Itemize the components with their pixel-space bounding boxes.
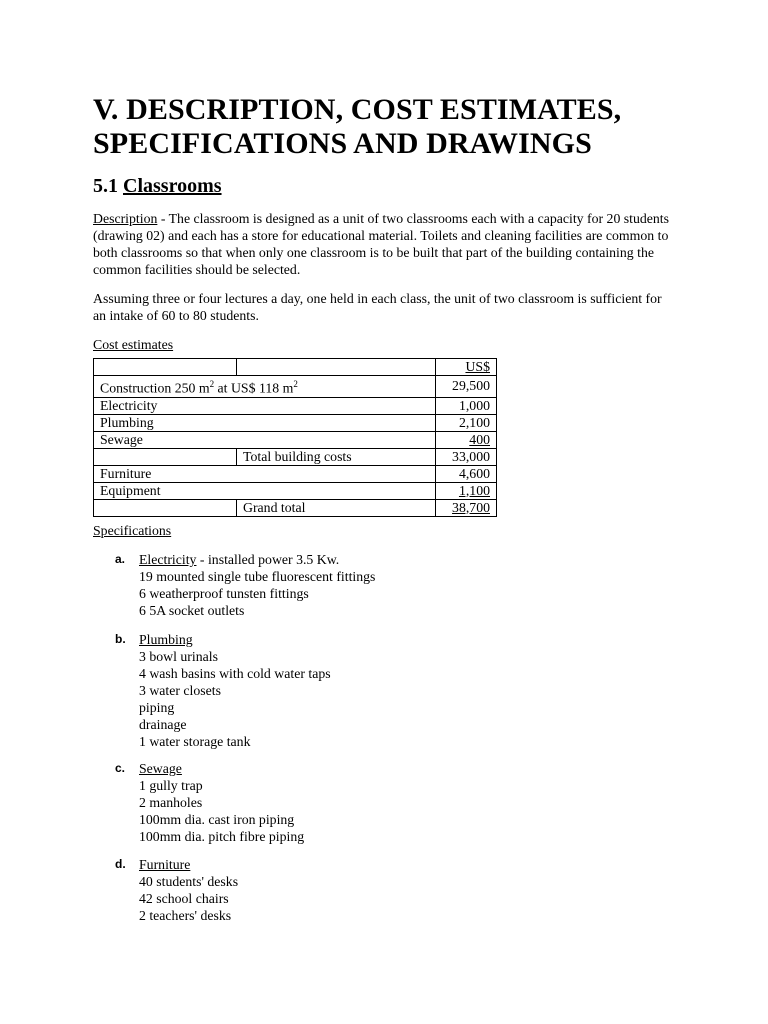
currency-header: US$	[436, 359, 497, 376]
spec-line: 40 students' desks	[139, 874, 239, 889]
spec-line: 6 5A socket outlets	[139, 603, 245, 618]
grand-total-amount: 38,700	[436, 499, 497, 516]
amount-cell: 29,500	[436, 376, 497, 398]
specifications-label: Specifications	[93, 523, 172, 538]
item-cell: Sewage	[94, 431, 436, 448]
item-cell: Plumbing	[94, 414, 436, 431]
spec-title-line: Sewage	[139, 761, 182, 776]
list-letter: a.	[115, 552, 126, 566]
item-cell: Equipment	[94, 482, 436, 499]
amount-cell: 33,000	[436, 448, 497, 465]
cost-estimates-label: Cost estimates	[93, 337, 174, 352]
table-cell	[94, 448, 237, 465]
item-cell: Furniture	[94, 465, 436, 482]
section-number: 5.1	[93, 175, 118, 197]
spec-line: piping	[139, 700, 175, 715]
table-cell	[94, 359, 237, 376]
construction-cell: Construction 250 $m^2$ at US$ 118 $m^2$	[94, 376, 436, 398]
intake-paragraph: Assuming three or four lectures a day, one held in each class, the unit of two classroom is sufficient for an intake of 60 to 80 students.	[93, 291, 662, 323]
table-row	[94, 359, 497, 376]
section-heading	[93, 174, 222, 198]
spec-line: 42 school chairs	[139, 891, 229, 906]
list-letter: b.	[115, 632, 126, 646]
spec-line: drainage	[139, 717, 187, 732]
table-row	[94, 414, 497, 431]
spec-title-line: Electricity - installed power 3.5 Kw.	[139, 552, 340, 567]
spec-line: 100mm dia. cast iron piping	[139, 812, 295, 827]
page-title: V. DESCRIPTION, COST ESTIMATES, SPECIFICATIONS AND DRAWINGS	[93, 93, 622, 160]
table-row	[94, 465, 497, 482]
spec-line: 3 water closets	[139, 683, 221, 698]
description-paragraph	[93, 210, 673, 278]
table-row	[94, 431, 497, 448]
spec-line: 3 bowl urinals	[139, 649, 218, 664]
amount-cell: 1,100	[436, 482, 497, 499]
spec-line: 1 gully trap	[139, 778, 203, 793]
description-label: Description	[93, 211, 158, 226]
item-cell: Electricity	[94, 397, 436, 414]
table-row	[94, 397, 497, 414]
table-row	[94, 499, 497, 516]
spec-line: 19 mounted single tube fluorescent fittings	[139, 569, 376, 584]
table-cell	[94, 499, 237, 516]
table-row	[94, 448, 497, 465]
amount-cell: 1,000	[436, 397, 497, 414]
spec-title-line: Plumbing	[139, 632, 193, 647]
list-letter: c.	[115, 761, 126, 775]
spec-title-line: Furniture	[139, 857, 191, 872]
section-title: Classrooms	[123, 175, 222, 197]
description-text: - The classroom is designed as a unit of two classrooms each with a capacity for 20 students (drawing 02) and each has a store for educational material. Toilets and cleaning facilities are common to both classrooms so that when only one classroom is to be built that part of the building containing the common facilities should be selected.	[93, 211, 670, 277]
amount-cell: 2,100	[436, 414, 497, 431]
table-row	[94, 482, 497, 499]
spec-line: 1 water storage tank	[139, 734, 251, 749]
spec-line: 2 manholes	[139, 795, 203, 810]
grand-total-label: Grand total	[237, 499, 436, 516]
spec-line: 2 teachers' desks	[139, 908, 232, 923]
spec-line: 100mm dia. pitch fibre piping	[139, 829, 305, 844]
amount-cell: 4,600	[436, 465, 497, 482]
table-row	[94, 376, 497, 398]
list-letter: d.	[115, 857, 126, 871]
table-cell	[237, 359, 436, 376]
cost-table	[93, 358, 497, 517]
subtotal-cell: Total building costs	[237, 448, 436, 465]
amount-cell: 400	[436, 431, 497, 448]
spec-line: 6 weatherproof tunsten fittings	[139, 586, 309, 601]
spec-line: 4 wash basins with cold water taps	[139, 666, 331, 681]
